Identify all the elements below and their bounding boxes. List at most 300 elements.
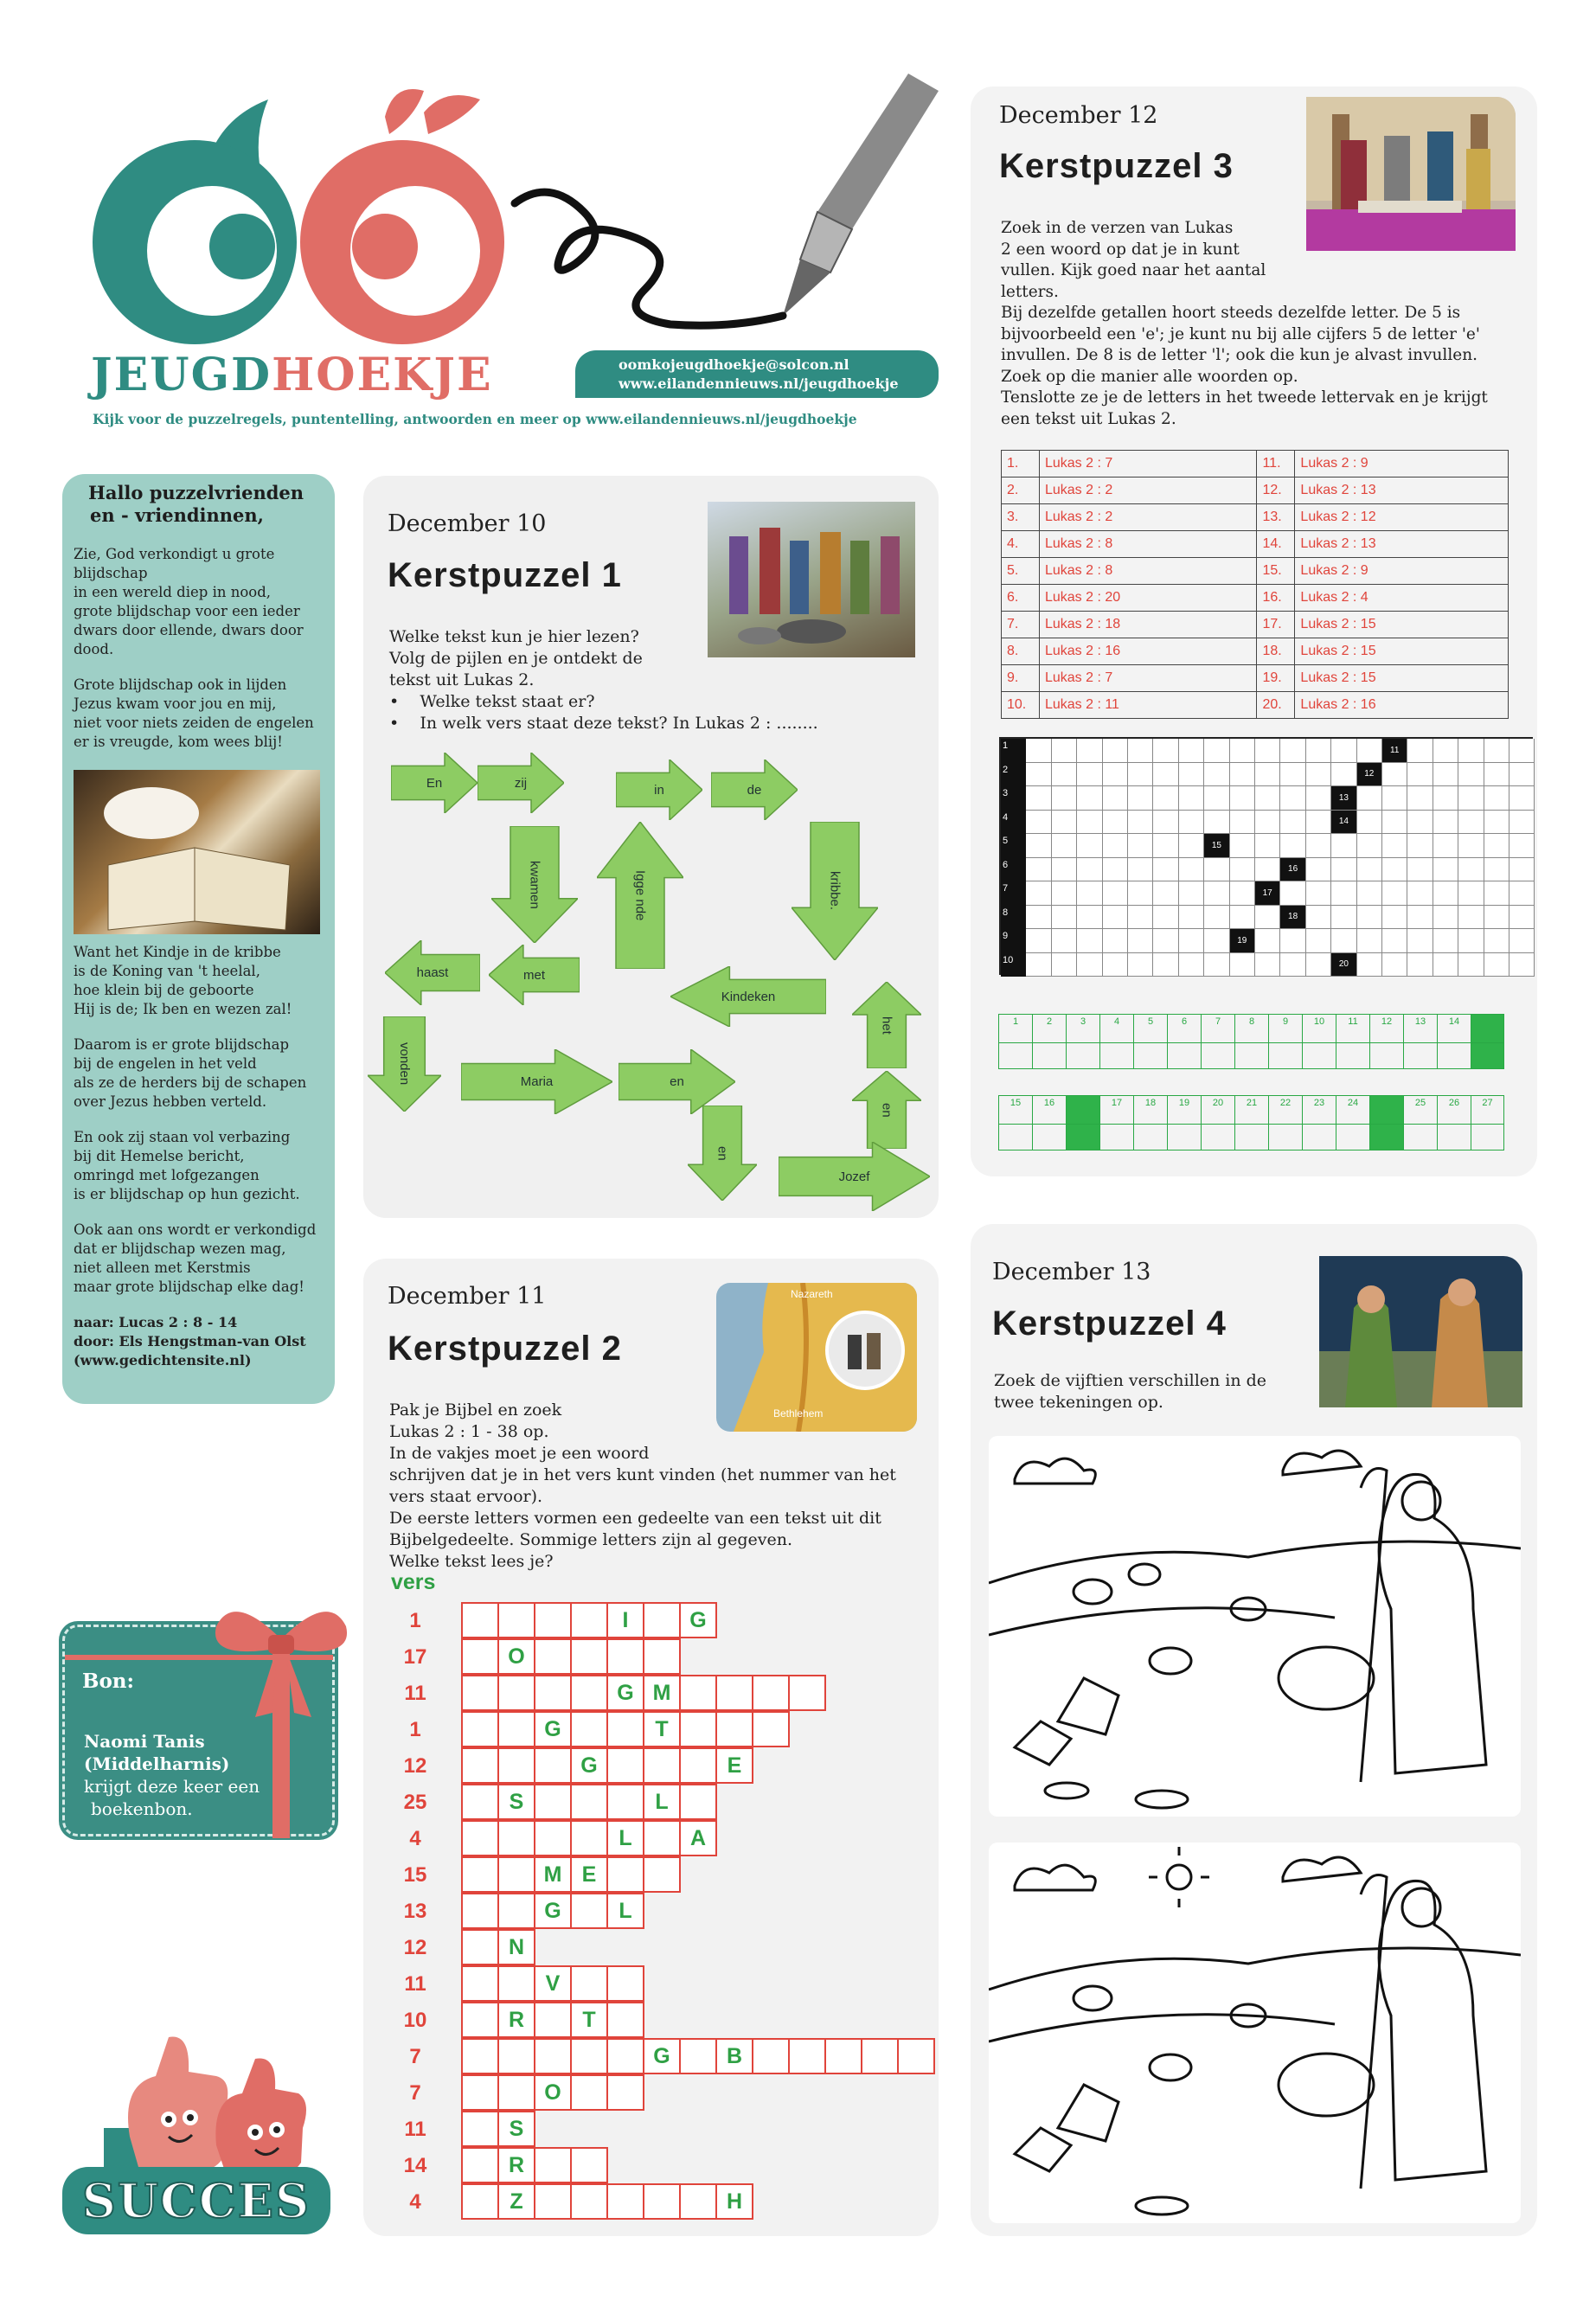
grid-cell[interactable]	[1280, 739, 1305, 763]
answer-cell[interactable]	[1167, 1095, 1201, 1150]
grid-cell[interactable]	[1382, 858, 1407, 882]
crossword-cell[interactable]: E	[570, 1856, 608, 1893]
crossword-cell[interactable]	[606, 1965, 644, 2002]
grid-cell[interactable]	[1509, 834, 1535, 858]
crossword-cell[interactable]: I	[606, 1602, 644, 1638]
crossword-cell[interactable]	[606, 1711, 644, 1747]
grid-cell[interactable]	[1230, 858, 1255, 882]
grid-cell[interactable]	[1128, 739, 1153, 763]
grid-cell[interactable]	[1484, 929, 1509, 953]
crossword-cell[interactable]: R	[497, 2147, 535, 2183]
answer-cell[interactable]	[1032, 1014, 1066, 1069]
grid-cell[interactable]	[1382, 811, 1407, 835]
crossword-cell[interactable]: V	[534, 1965, 572, 2002]
grid-cell[interactable]	[1077, 786, 1102, 811]
grid-cell[interactable]	[1026, 953, 1051, 977]
grid-cell[interactable]	[1179, 834, 1204, 858]
grid-cell[interactable]	[1255, 834, 1280, 858]
grid-cell[interactable]	[1331, 763, 1356, 787]
grid-cell[interactable]	[1204, 881, 1229, 906]
grid-cell[interactable]	[1306, 929, 1331, 953]
grid-cell[interactable]	[1306, 763, 1331, 787]
crossword-cell[interactable]	[570, 1675, 608, 1711]
grid-cell[interactable]	[1153, 739, 1178, 763]
grid-cell[interactable]	[1306, 881, 1331, 906]
answer-cell[interactable]	[1268, 1095, 1302, 1150]
grid-cell[interactable]	[1458, 881, 1484, 906]
crossword-cell[interactable]	[897, 2038, 935, 2074]
grid-cell[interactable]	[1153, 906, 1178, 930]
grid-cell[interactable]	[1230, 786, 1255, 811]
grid-cell[interactable]	[1052, 811, 1077, 835]
answer-cell[interactable]	[1099, 1014, 1133, 1069]
crossword-cell[interactable]	[534, 1675, 572, 1711]
grid-cell[interactable]	[1077, 906, 1102, 930]
crossword-cell[interactable]	[570, 2038, 608, 2074]
grid-cell[interactable]	[1128, 881, 1153, 906]
grid-cell[interactable]	[1230, 881, 1255, 906]
answer-cell[interactable]	[1032, 1095, 1066, 1150]
crossword-cell[interactable]	[570, 2074, 608, 2111]
grid-cell[interactable]	[1204, 739, 1229, 763]
grid-cell[interactable]	[1128, 858, 1153, 882]
crossword-cell[interactable]	[643, 1820, 681, 1856]
grid-cell[interactable]	[1204, 786, 1229, 811]
crossword-cell[interactable]	[606, 2074, 644, 2111]
grid-cell[interactable]	[1204, 858, 1229, 882]
grid-cell[interactable]	[1433, 881, 1458, 906]
grid-cell[interactable]	[1230, 834, 1255, 858]
crossword-cell[interactable]	[570, 1784, 608, 1820]
grid-cell[interactable]	[1433, 906, 1458, 930]
grid-cell[interactable]	[1280, 763, 1305, 787]
crossword-cell[interactable]	[461, 1784, 499, 1820]
grid-cell[interactable]	[1407, 834, 1433, 858]
grid-cell[interactable]	[1128, 953, 1153, 977]
grid-cell[interactable]	[1331, 906, 1356, 930]
grid-cell[interactable]	[1458, 953, 1484, 977]
grid-cell[interactable]	[1407, 786, 1433, 811]
grid-cell[interactable]	[1433, 858, 1458, 882]
grid-cell[interactable]	[1407, 739, 1433, 763]
grid-cell[interactable]	[1280, 953, 1305, 977]
grid-cell[interactable]	[1255, 786, 1280, 811]
grid-cell[interactable]	[1280, 929, 1305, 953]
crossword-cell[interactable]	[461, 2147, 499, 2183]
contact-email[interactable]: oomkojeugdhoekje@solcon.nl	[619, 356, 849, 373]
crossword-cell[interactable]: G	[643, 2038, 681, 2074]
grid-cell[interactable]	[1255, 906, 1280, 930]
answer-cell[interactable]	[1201, 1014, 1234, 1069]
grid-cell[interactable]	[1331, 881, 1356, 906]
answer-cell[interactable]	[1234, 1014, 1268, 1069]
grid-cell[interactable]	[1509, 786, 1535, 811]
grid-cell[interactable]	[1230, 739, 1255, 763]
crossword-cell[interactable]	[461, 1638, 499, 1675]
contact-website[interactable]: www.eilandennieuws.nl/jeugdhoekje	[619, 375, 899, 392]
answer-cell[interactable]	[1471, 1095, 1504, 1150]
grid-cell[interactable]	[1103, 834, 1128, 858]
grid-cell[interactable]	[1509, 858, 1535, 882]
crossword-cell[interactable]	[534, 1784, 572, 1820]
grid-cell[interactable]	[1103, 786, 1128, 811]
answer-cell[interactable]	[1133, 1095, 1167, 1150]
grid-cell[interactable]	[1357, 811, 1382, 835]
crossword-cell[interactable]: O	[534, 2074, 572, 2111]
crossword-cell[interactable]	[643, 1602, 681, 1638]
grid-cell[interactable]	[1280, 811, 1305, 835]
grid-cell[interactable]	[1407, 763, 1433, 787]
grid-cell[interactable]	[1331, 858, 1356, 882]
grid-cell[interactable]	[1484, 858, 1509, 882]
grid-cell[interactable]	[1026, 786, 1051, 811]
crossword-cell[interactable]: R	[497, 2002, 535, 2038]
grid-cell[interactable]	[1179, 858, 1204, 882]
grid-cell[interactable]	[1077, 763, 1102, 787]
grid-cell[interactable]	[1128, 834, 1153, 858]
crossword-cell[interactable]	[715, 1711, 753, 1747]
grid-cell[interactable]	[1407, 906, 1433, 930]
grid-cell[interactable]	[1433, 739, 1458, 763]
crossword-cell[interactable]: T	[570, 2002, 608, 2038]
crossword-cell[interactable]	[570, 2183, 608, 2220]
crossword-cell[interactable]	[606, 1856, 644, 1893]
answer-cell[interactable]	[998, 1095, 1032, 1150]
grid-cell[interactable]	[1357, 881, 1382, 906]
answer-cell[interactable]	[1369, 1095, 1403, 1150]
grid-cell[interactable]	[1052, 786, 1077, 811]
grid-cell[interactable]	[1026, 906, 1051, 930]
answer-cell[interactable]	[1099, 1095, 1133, 1150]
answer-cell[interactable]	[1066, 1014, 1099, 1069]
crossword-cell[interactable]	[461, 2002, 499, 2038]
crossword-cell[interactable]	[534, 2002, 572, 2038]
crossword-cell[interactable]	[679, 1784, 717, 1820]
grid-cell[interactable]	[1382, 834, 1407, 858]
grid-cell[interactable]	[1077, 929, 1102, 953]
grid-cell[interactable]	[1382, 929, 1407, 953]
answer-cell[interactable]	[1403, 1095, 1437, 1150]
crossword-cell[interactable]	[461, 2183, 499, 2220]
grid-cell[interactable]	[1357, 739, 1382, 763]
crossword-cell[interactable]	[752, 1675, 790, 1711]
crossword-cell[interactable]	[497, 1602, 535, 1638]
grid-cell[interactable]	[1433, 811, 1458, 835]
crossword-cell[interactable]	[606, 2002, 644, 2038]
grid-cell[interactable]	[1103, 906, 1128, 930]
crossword-cell[interactable]	[643, 1747, 681, 1784]
grid-cell[interactable]	[1179, 906, 1204, 930]
crossword-cell[interactable]	[824, 2038, 862, 2074]
crossword-cell[interactable]	[497, 1711, 535, 1747]
crossword-cell[interactable]	[570, 1893, 608, 1929]
grid-cell[interactable]	[1306, 811, 1331, 835]
crossword-cell[interactable]: S	[497, 2111, 535, 2147]
crossword-cell[interactable]	[461, 1856, 499, 1893]
grid-cell[interactable]	[1484, 906, 1509, 930]
crossword-cell[interactable]	[497, 1856, 535, 1893]
grid-cell[interactable]	[1306, 739, 1331, 763]
grid-cell[interactable]	[1407, 929, 1433, 953]
grid-cell[interactable]	[1306, 786, 1331, 811]
grid-cell[interactable]	[1128, 929, 1153, 953]
answer-cell[interactable]	[1336, 1014, 1369, 1069]
crossword-cell[interactable]	[715, 1675, 753, 1711]
grid-cell[interactable]	[1255, 953, 1280, 977]
grid-cell[interactable]	[1484, 953, 1509, 977]
grid-cell[interactable]	[1052, 881, 1077, 906]
grid-cell[interactable]	[1026, 929, 1051, 953]
grid-cell[interactable]	[1458, 739, 1484, 763]
grid-cell[interactable]	[1280, 834, 1305, 858]
crossword-cell[interactable]	[752, 2038, 790, 2074]
grid-cell[interactable]	[1052, 929, 1077, 953]
crossword-cell[interactable]: M	[534, 1856, 572, 1893]
grid-cell[interactable]	[1052, 834, 1077, 858]
crossword-cell[interactable]	[497, 2038, 535, 2074]
crossword-cell[interactable]: M	[643, 1675, 681, 1711]
answer-cell[interactable]	[1133, 1014, 1167, 1069]
grid-cell[interactable]	[1153, 763, 1178, 787]
crossword-cell[interactable]	[534, 1638, 572, 1675]
grid-cell[interactable]	[1382, 763, 1407, 787]
grid-cell[interactable]	[1255, 739, 1280, 763]
grid-cell[interactable]	[1179, 811, 1204, 835]
grid-cell[interactable]	[1255, 763, 1280, 787]
grid-cell[interactable]	[1026, 881, 1051, 906]
answer-cell[interactable]	[1302, 1014, 1336, 1069]
crossword-cell[interactable]	[534, 2038, 572, 2074]
crossword-cell[interactable]: A	[679, 1820, 717, 1856]
grid-cell[interactable]	[1382, 953, 1407, 977]
crossword-cell[interactable]	[497, 1747, 535, 1784]
crossword-cell[interactable]	[606, 2038, 644, 2074]
grid-cell[interactable]	[1331, 929, 1356, 953]
answer-cell[interactable]	[1369, 1014, 1403, 1069]
grid-cell[interactable]	[1433, 763, 1458, 787]
grid-cell[interactable]	[1128, 906, 1153, 930]
crossword-cell[interactable]: L	[606, 1820, 644, 1856]
grid-cell[interactable]	[1179, 881, 1204, 906]
grid-cell[interactable]	[1280, 881, 1305, 906]
crossword-cell[interactable]	[570, 1711, 608, 1747]
grid-cell[interactable]	[1153, 953, 1178, 977]
crossword-cell[interactable]	[461, 1893, 499, 1929]
crossword-cell[interactable]	[679, 1747, 717, 1784]
grid-cell[interactable]	[1280, 786, 1305, 811]
grid-cell[interactable]	[1458, 834, 1484, 858]
grid-cell[interactable]	[1509, 881, 1535, 906]
answer-cell[interactable]	[1302, 1095, 1336, 1150]
grid-cell[interactable]	[1407, 811, 1433, 835]
crossword-cell[interactable]	[861, 2038, 899, 2074]
grid-cell[interactable]	[1052, 858, 1077, 882]
crossword-cell[interactable]	[606, 1747, 644, 1784]
crossword-cell[interactable]	[534, 2183, 572, 2220]
grid-cell[interactable]	[1357, 953, 1382, 977]
crossword-cell[interactable]	[606, 2183, 644, 2220]
crossword-cell[interactable]: G	[570, 1747, 608, 1784]
grid-cell[interactable]	[1484, 881, 1509, 906]
grid-cell[interactable]	[1153, 786, 1178, 811]
crossword-cell[interactable]: T	[643, 1711, 681, 1747]
grid-cell[interactable]	[1484, 834, 1509, 858]
crossword-cell[interactable]: H	[715, 2183, 753, 2220]
grid-cell[interactable]	[1179, 786, 1204, 811]
crossword-cell[interactable]	[497, 1893, 535, 1929]
grid-cell[interactable]	[1484, 739, 1509, 763]
crossword-cell[interactable]	[643, 1856, 681, 1893]
crossword-cell[interactable]	[788, 1675, 826, 1711]
grid-cell[interactable]	[1103, 739, 1128, 763]
grid-cell[interactable]	[1179, 763, 1204, 787]
grid-cell[interactable]	[1255, 858, 1280, 882]
answer-cell[interactable]	[1167, 1014, 1201, 1069]
answer-cell[interactable]	[1268, 1014, 1302, 1069]
crossword-cell[interactable]: G	[534, 1893, 572, 1929]
grid-cell[interactable]	[1128, 786, 1153, 811]
crossword-cell[interactable]: E	[715, 1747, 753, 1784]
crossword-cell[interactable]	[679, 1675, 717, 1711]
crossword-cell[interactable]	[497, 1965, 535, 2002]
crossword-cell[interactable]	[534, 1602, 572, 1638]
answer-cell[interactable]	[998, 1014, 1032, 1069]
crossword-cell[interactable]: Z	[497, 2183, 535, 2220]
grid-cell[interactable]	[1026, 811, 1051, 835]
answer-cell[interactable]	[1066, 1095, 1099, 1150]
answer-cell[interactable]	[1201, 1095, 1234, 1150]
grid-cell[interactable]	[1306, 906, 1331, 930]
grid-cell[interactable]	[1458, 858, 1484, 882]
grid-cell[interactable]	[1458, 811, 1484, 835]
grid-cell[interactable]	[1357, 786, 1382, 811]
crossword-cell[interactable]: B	[715, 2038, 753, 2074]
crossword-cell[interactable]	[570, 1638, 608, 1675]
grid-cell[interactable]	[1052, 953, 1077, 977]
grid-cell[interactable]	[1204, 953, 1229, 977]
crossword-cell[interactable]: G	[679, 1602, 717, 1638]
grid-cell[interactable]	[1433, 929, 1458, 953]
crossword-cell[interactable]	[679, 1711, 717, 1747]
grid-cell[interactable]	[1052, 763, 1077, 787]
grid-cell[interactable]	[1509, 906, 1535, 930]
grid-cell[interactable]	[1052, 906, 1077, 930]
grid-cell[interactable]	[1077, 953, 1102, 977]
grid-cell[interactable]	[1255, 811, 1280, 835]
grid-cell[interactable]	[1103, 811, 1128, 835]
crossword-cell[interactable]	[570, 1820, 608, 1856]
crossword-cell[interactable]	[643, 2183, 681, 2220]
grid-cell[interactable]	[1103, 858, 1128, 882]
crossword-cell[interactable]	[497, 1675, 535, 1711]
grid-cell[interactable]	[1458, 763, 1484, 787]
grid-cell[interactable]	[1484, 786, 1509, 811]
grid-cell[interactable]	[1357, 858, 1382, 882]
grid-cell[interactable]	[1509, 953, 1535, 977]
crossword-cell[interactable]	[679, 2183, 717, 2220]
grid-cell[interactable]	[1230, 906, 1255, 930]
answer-cell[interactable]	[1403, 1014, 1437, 1069]
grid-cell[interactable]	[1026, 763, 1051, 787]
grid-cell[interactable]	[1306, 834, 1331, 858]
crossword-cell[interactable]	[570, 1602, 608, 1638]
grid-cell[interactable]	[1407, 858, 1433, 882]
crossword-cell[interactable]: N	[497, 1929, 535, 1965]
grid-cell[interactable]	[1103, 929, 1128, 953]
crossword-cell[interactable]	[643, 1638, 681, 1675]
crossword-cell[interactable]	[497, 2074, 535, 2111]
grid-cell[interactable]	[1382, 881, 1407, 906]
grid-cell[interactable]	[1077, 858, 1102, 882]
grid-cell[interactable]	[1407, 881, 1433, 906]
grid-cell[interactable]	[1509, 763, 1535, 787]
grid-cell[interactable]	[1458, 906, 1484, 930]
crossword-cell[interactable]: G	[606, 1675, 644, 1711]
crossword-cell[interactable]	[534, 1820, 572, 1856]
grid-cell[interactable]	[1382, 786, 1407, 811]
grid-cell[interactable]	[1103, 953, 1128, 977]
crossword-cell[interactable]	[752, 1711, 790, 1747]
grid-cell[interactable]	[1509, 739, 1535, 763]
grid-cell[interactable]	[1306, 953, 1331, 977]
grid-cell[interactable]	[1204, 811, 1229, 835]
answer-cell[interactable]	[1437, 1095, 1471, 1150]
grid-cell[interactable]	[1077, 834, 1102, 858]
answer-cell[interactable]	[1234, 1095, 1268, 1150]
grid-cell[interactable]	[1077, 811, 1102, 835]
grid-cell[interactable]	[1509, 929, 1535, 953]
crossword-cell[interactable]	[461, 1675, 499, 1711]
grid-cell[interactable]	[1230, 811, 1255, 835]
crossword-cell[interactable]	[570, 2147, 608, 2183]
grid-cell[interactable]	[1382, 906, 1407, 930]
grid-cell[interactable]	[1509, 811, 1535, 835]
grid-cell[interactable]	[1458, 929, 1484, 953]
grid-cell[interactable]	[1433, 953, 1458, 977]
grid-cell[interactable]	[1103, 881, 1128, 906]
crossword-cell[interactable]	[497, 1820, 535, 1856]
grid-cell[interactable]	[1077, 739, 1102, 763]
grid-cell[interactable]	[1026, 834, 1051, 858]
grid-cell[interactable]	[1077, 881, 1102, 906]
grid-cell[interactable]	[1204, 763, 1229, 787]
grid-cell[interactable]	[1153, 929, 1178, 953]
grid-cell[interactable]	[1306, 858, 1331, 882]
crossword-cell[interactable]	[606, 1784, 644, 1820]
grid-cell[interactable]	[1230, 953, 1255, 977]
crossword-cell[interactable]	[788, 2038, 826, 2074]
grid-cell[interactable]	[1230, 763, 1255, 787]
crossword-cell[interactable]	[606, 1638, 644, 1675]
grid-cell[interactable]	[1179, 739, 1204, 763]
crossword-cell[interactable]	[461, 2038, 499, 2074]
grid-cell[interactable]	[1255, 929, 1280, 953]
grid-cell[interactable]	[1331, 739, 1356, 763]
crossword-cell[interactable]: O	[497, 1638, 535, 1675]
grid-cell[interactable]	[1153, 811, 1178, 835]
grid-cell[interactable]	[1026, 739, 1051, 763]
grid-cell[interactable]	[1052, 739, 1077, 763]
crossword-cell[interactable]: S	[497, 1784, 535, 1820]
grid-cell[interactable]	[1153, 881, 1178, 906]
grid-cell[interactable]	[1357, 834, 1382, 858]
grid-cell[interactable]	[1179, 953, 1204, 977]
crossword-cell[interactable]	[461, 1965, 499, 2002]
crossword-cell[interactable]	[461, 1602, 499, 1638]
grid-cell[interactable]	[1407, 953, 1433, 977]
crossword-cell[interactable]	[461, 2111, 499, 2147]
grid-cell[interactable]	[1026, 858, 1051, 882]
